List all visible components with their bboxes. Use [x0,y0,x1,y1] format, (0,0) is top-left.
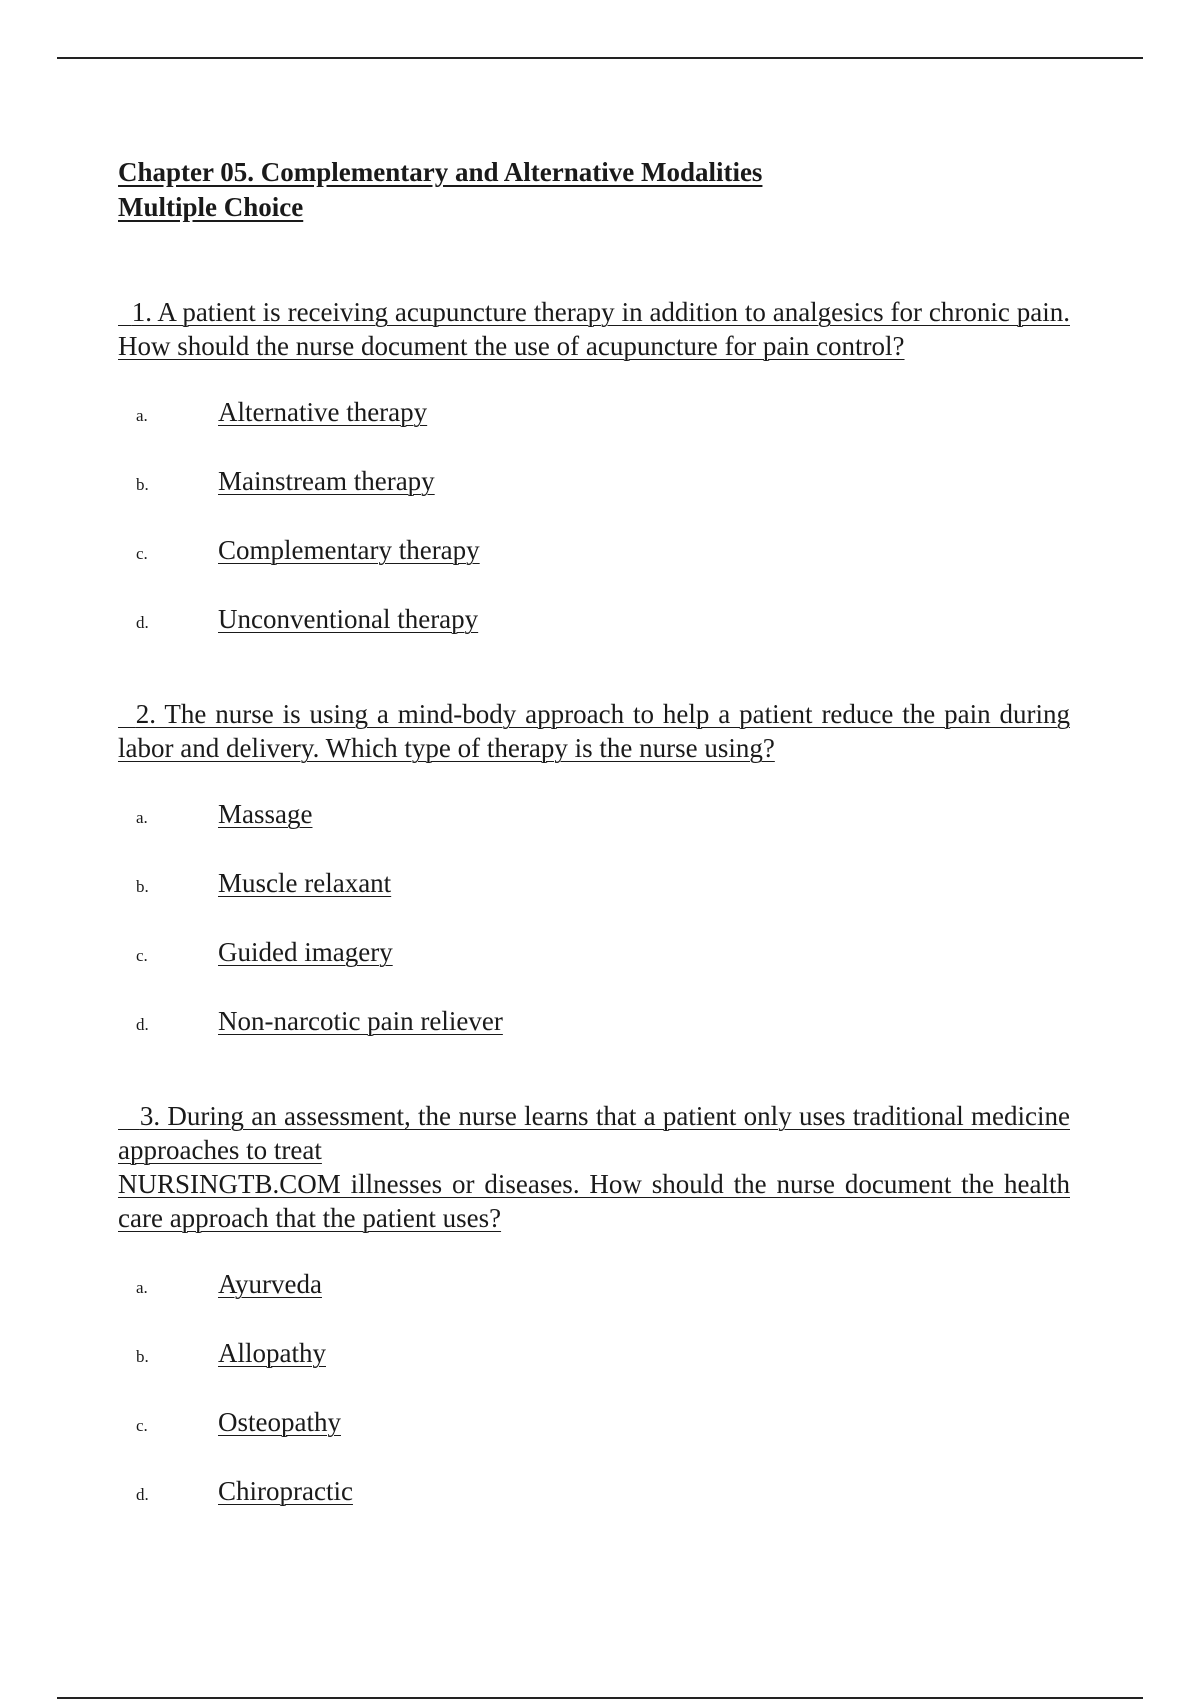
question-2-choice-a [118,799,1070,868]
section-title: Multiple Choice [118,192,304,222]
question-3-choice-b [118,1338,1070,1407]
choice-text: Unconventional therapy [218,604,479,634]
choice-letter: d. [136,1015,149,1034]
choice-text: Guided imagery [218,937,393,967]
question-2 [118,697,1070,1075]
question-2-choice-b [118,868,1070,937]
question-1-text: 1. A patient is receiving acupuncture therapy in addition to analgesics for chronic pain. How should the nurse document the use of acupuncture for pain control? [118,297,1070,361]
top-rule [57,57,1143,59]
question-3 [118,1099,1070,1545]
choice-text: Non-narcotic pain reliever [218,1006,503,1036]
choice-text: Complementary therapy [218,535,480,565]
choice-letter: b. [136,475,149,494]
question-3-text-line-2: NURSINGTB.COM illnesses or diseases. How should the nurse document the health care approach that the patient uses? [118,1169,1070,1233]
question-3-text [118,1099,1070,1235]
choice-text: Massage [218,799,313,829]
choice-text: Muscle relaxant [218,868,392,898]
choice-letter: a. [136,406,148,425]
choice-letter: b. [136,877,149,896]
choice-text: Chiropractic [218,1476,353,1506]
question-1-choice-a [118,397,1070,466]
choice-letter: d. [136,613,149,632]
choice-text: Allopathy [218,1338,326,1368]
choice-text: Osteopathy [218,1407,341,1437]
question-1-choice-b [118,466,1070,535]
question-3-choice-c [118,1407,1070,1476]
question-3-text-line-1: 3. During an assessment, the nurse learns that a patient only uses traditional medicine approaches to treat [118,1101,1070,1165]
question-2-text: 2. The nurse is using a mind-body approach to help a patient reduce the pain during labor and delivery. Which type of therapy is the nurse using? [118,699,1070,763]
choice-text: Alternative therapy [218,397,428,427]
question-2-choice-d [118,1006,1070,1075]
question-1-choice-c [118,535,1070,604]
choice-text: Ayurveda [218,1269,322,1299]
choice-text: Mainstream therapy [218,466,435,496]
choice-letter: a. [136,808,148,827]
question-3-choice-a [118,1269,1070,1338]
choice-letter: c. [136,946,148,965]
chapter-title: Chapter 05. Complementary and Alternative Modalities [118,157,763,187]
choice-letter: d. [136,1485,149,1504]
document-body [118,155,1070,1569]
choice-letter: a. [136,1278,148,1297]
question-1-choice-d [118,604,1070,673]
choice-letter: b. [136,1347,149,1366]
choice-letter: c. [136,544,148,563]
choice-letter: c. [136,1416,148,1435]
question-1 [118,295,1070,673]
question-3-choice-d [118,1476,1070,1545]
bottom-rule [57,1697,1143,1699]
question-2-choice-c [118,937,1070,1006]
